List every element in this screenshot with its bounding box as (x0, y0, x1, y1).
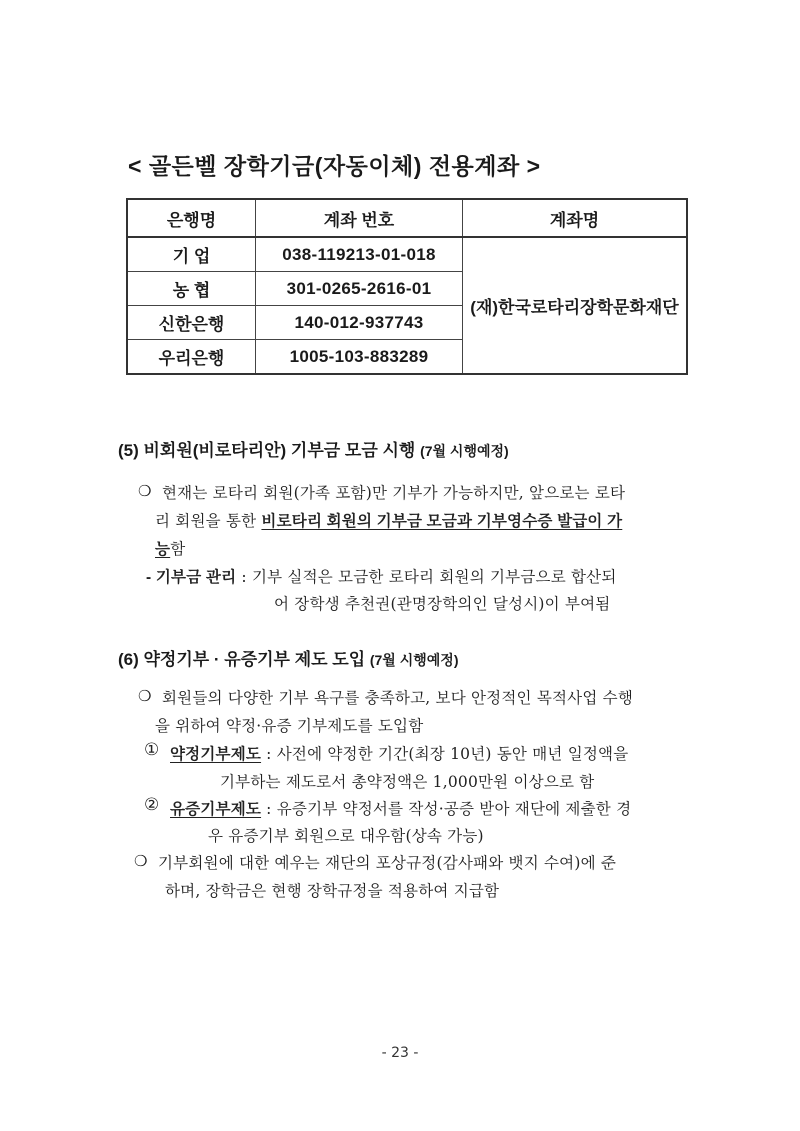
s6-bullet1-line2: 을 위하여 약정·유증 기부제도를 도입함 (155, 717, 424, 735)
section-5-title: (5) 비회원(비로타리안) 기부금 모금 시행 (118, 441, 416, 460)
circled-number-1: ① (144, 740, 160, 760)
header-account-holder: 계좌명 (463, 199, 688, 237)
account-table (126, 198, 688, 375)
s6-item2-line1 (170, 797, 631, 819)
s6-item1-line1 (170, 742, 628, 764)
s5-dash-colon: : (236, 568, 252, 586)
bank-name: 기 업 (127, 237, 256, 272)
header-bank: 은행명 (127, 199, 256, 237)
account-number: 1005-103-883289 (256, 340, 463, 375)
bank-name: 신한은행 (127, 306, 256, 340)
account-number: 301-0265-2616-01 (256, 272, 463, 306)
s5-bullet1-line2-emphasis: 비로타리 회원의 기부금 모금과 기부영수증 발급이 가 (261, 513, 623, 530)
account-number: 038-119213-01-018 (256, 237, 463, 272)
s6-item2-text1: : 유증기부 약정서를 작성·공증 받아 재단에 제출한 경 (261, 800, 632, 818)
bank-name: 우리은행 (127, 340, 256, 375)
section-5-heading (118, 436, 509, 461)
s6-bullet2-line2: 하며, 장학금은 현행 장학규정을 적용하여 지급함 (165, 882, 500, 900)
section-6-note: (7월 시행예정) (369, 652, 459, 668)
s5-dash-line1 (146, 565, 617, 587)
account-number: 140-012-937743 (256, 306, 463, 340)
s6-item1-label: 약정기부제도 (170, 746, 262, 763)
s6-item2-label: 유증기부제도 (170, 801, 262, 818)
bullet-icon: ❍ (134, 852, 148, 870)
s5-bullet1-line1: 현재는 로타리 회원(가족 포함)만 기부가 가능하지만, 앞으로는 로타 (162, 484, 626, 502)
s5-bullet1-line2 (155, 509, 622, 531)
s5-dash-line2: 어 장학생 추천권(관명장학의인 달성시)이 부여됨 (274, 595, 611, 613)
s6-item1-line2: 기부하는 제도로서 총약정액은 1,000만원 이상으로 함 (220, 773, 595, 791)
s6-item1-text1: : 사전에 약정한 기간(최장 10년) 동안 매년 일정액을 (261, 745, 629, 763)
section-5-note: (7월 시행예정) (420, 443, 509, 459)
bullet-icon: ❍ (138, 482, 152, 500)
circled-number-2: ② (144, 795, 160, 815)
bank-name: 농 협 (127, 272, 256, 306)
section-6-heading (118, 645, 458, 670)
account-holder: (재)한국로타리장학문화재단 (463, 237, 688, 374)
s5-dash-label: - 기부금 관리 (146, 569, 237, 586)
s5-bullet1-line3-emphasis: 능 (155, 541, 171, 558)
s5-dash-text1: 기부 실적은 모금한 로타리 회원의 기부금으로 합산되 (251, 568, 617, 586)
bullet-icon: ❍ (138, 687, 152, 705)
s5-bullet1-line3-plain: 함 (170, 540, 186, 558)
table-row (127, 237, 687, 272)
header-account-number: 계좌 번호 (256, 199, 463, 237)
s6-bullet1-line1: 회원들의 다양한 기부 욕구를 충족하고, 보다 안정적인 목적사업 수행 (162, 689, 633, 707)
s5-bullet1-line3 (155, 537, 185, 559)
page-number: - 23 - (381, 1045, 419, 1061)
table-header-row (127, 199, 687, 237)
page-title: < 골든벨 장학기금(자동이체) 전용계좌 > (128, 153, 541, 179)
s6-item2-line2: 우 유증기부 회원으로 대우함(상속 가능) (208, 827, 484, 845)
s6-bullet2-line1: 기부회원에 대한 예우는 재단의 포상규정(감사패와 뱃지 수여)에 준 (158, 854, 617, 872)
section-6-title: (6) 약정기부 · 유증기부 제도 도입 (118, 650, 366, 669)
s5-bullet1-line2-plain: 리 회원을 통한 (155, 512, 262, 530)
